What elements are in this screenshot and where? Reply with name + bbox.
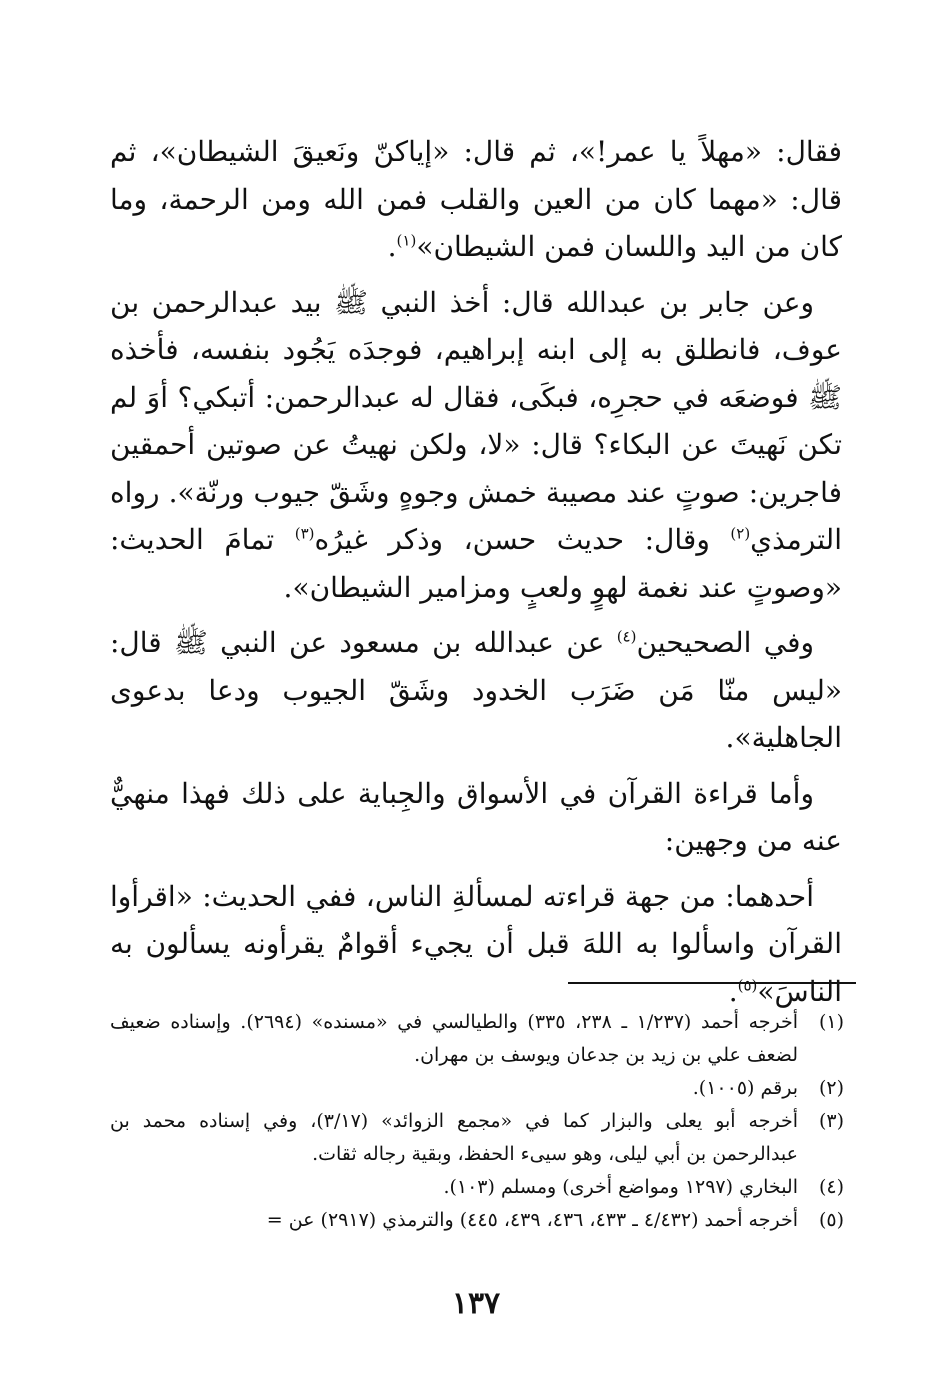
footnote-text: برقم (١٠٠٥). [692,1077,798,1099]
footnote-separator [568,982,856,984]
main-text [110,128,842,1023]
footnote-ref: (٢) [730,524,751,543]
paragraph [110,873,842,1016]
text-run: وقال: حديث حسن، وذكر غيرُه [314,523,731,556]
footnote-ref: (٥) [737,976,758,995]
footnote-ref: (١) [396,231,417,250]
footnote-text: أخرجه أحمد (٤/٤٣٢ ـ ٤٣٣، ٤٣٦، ٤٣٩، ٤٤٥) والترمذي (٢٩١٧) عن = [266,1209,798,1231]
footnote-ref: (٣) [294,524,315,543]
footnotes [110,1006,844,1237]
text-run: تمامَ الحديث: «وصوتٍ عند نغمة لهوٍ ولعبٍ ومزامير الشيطان». [110,523,842,604]
text-run: فقال: «مهلاً يا عمر!»، ثم قال: «إياكنّ ونَعيقَ الشيطان»، ثم قال: «مهما كان من العين والقلب فمن الله ومن الرحمة، وما كان من اليد واللسان فمن الشيطان» [110,135,842,263]
page-number: ١٣٧ [451,1286,501,1321]
text-run: وعن جابر بن عبدالله قال: أخذ النبي ﷺ بيد عبدالرحمن بن عوف، فانطلق به إلى ابنه إبراهيم، فوجدَه يَجُود بنفسه، فأخذه ﷺ فوضعَه في حجرِه، فبكَى، فقال له عبدالرحمن: أتبكي؟ أوَ لم تكن نَهيتَ عن البكاء؟ قال: «لا، ولكن نهيتُ عن صوتين أحمقين فاجرين: صوتٍ عند مصيبة خمش وجوهٍ وشَقّ جيوب ورنّة». رواه الترمذي [110,285,842,556]
paragraph [110,619,842,762]
footnote-number: (٢) [818,1077,844,1099]
text-run: . [728,974,738,1008]
text-run: أحدهما: من جهة قراءته لمسألةِ الناس، ففي الحديث: «اقرأوا القرآن واسألوا به اللهَ قبل أن يجيء أقوامٌ يقرأونه يسألون به الناسَ» [110,879,842,1008]
footnote-number: (٥) [818,1209,844,1231]
footnote-number: (٣) [818,1110,844,1132]
footnote-number: (١) [818,1011,844,1033]
text-run: . [387,230,397,263]
paragraph [110,770,842,865]
text-run: وأما قراءة القرآن في الأسواق والجِباية على ذلك فهذا منهيٌّ عنه من وجهين: [110,776,842,857]
footnote-number: (٤) [818,1176,844,1198]
footnote-text: البخاري (١٢٩٧ ومواضع أخرى) ومسلم (١٠٣). [443,1176,798,1198]
footnote [110,1171,844,1204]
footnote [110,1072,844,1105]
text-run: عن عبدالله بن مسعود عن النبي ﷺ قال: «ليس منّا مَن ضَرَب الخدود وشَقّ الجيوب ودعا بدعوى الجاهلية». [110,626,842,754]
paragraph [110,128,842,271]
footnote-text: أخرجه أبو يعلى والبزار كما في «مجمع الزوائد» (٣/١٧)، وفي إسناده محمد بن عبدالرحمن بن أبي ليلى، وهو سيىء الحفظ، وبقية رجاله ثقات. [110,1110,798,1165]
footnote [110,1006,844,1072]
text-run: وفي الصحيحين [636,626,814,659]
footnote [110,1105,844,1171]
footnote [110,1204,844,1237]
footnote-text: أخرجه أحمد (١/٢٣٧ ـ ٢٣٨، ٣٣٥) والطيالسي في «مسنده» (٢٦٩٤). وإسناده ضعيف لضعف علي بن زيد بن جدعان ويوسف بن مهران. [110,1011,799,1066]
footnote-ref: (٤) [616,627,637,646]
paragraph [110,279,842,612]
